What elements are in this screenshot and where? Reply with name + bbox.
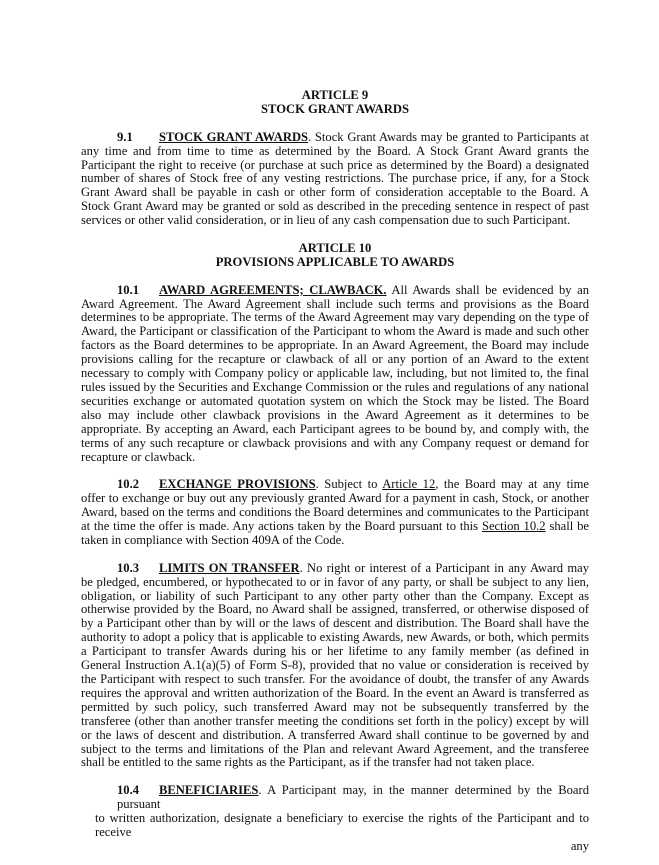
- section-heading: EXCHANGE PROVISIONS: [159, 477, 316, 492]
- article-10-title: PROVISIONS APPLICABLE TO AWARDS: [215, 254, 455, 269]
- article-12-reference: Article 12: [382, 477, 436, 492]
- section-heading: BENEFICIARIES: [159, 783, 259, 798]
- section-line: to written authorization, designate a beneficiary to exercise the rights of the Participant and to receive: [95, 811, 589, 839]
- section-line: any: [570, 838, 589, 853]
- section-body: shall be taken in compliance with Section 409A of the Code.: [81, 519, 589, 547]
- article-9-label: ARTICLE 9: [301, 88, 369, 102]
- section-10-3: [81, 562, 589, 771]
- section-body: . A Participant may, in the manner determined by the Board pursuant: [117, 783, 589, 812]
- section-number: 10.3: [117, 560, 140, 575]
- section-body: . No right or interest of a Participant in any Award may be pledged, encumbered, or hypothecated to or in favor of any party, or shall be subject to any lien, obligation, or liability of such Participant to any other party other than the Company. Except as otherwise provided by the Board, no Award shall be assigned, transferred, or otherwise disposed of by a Participant other than by will or the laws of descent and distribution. The Board shall have the authority to adopt a policy that is applicable to existing Awards, new Awards, or both, which permits a Participant to transfer Awards during his or her lifetime to any family member (as defined in General Instruction A.1(a)(5) of Form S-8), provided that no value or consideration is received by the Participant with respect to such transfer. For the avoidance of doubt, the transfer of any Awards requires the approval and written authorization of the Board. In the event an Award is transferred as permitted by such policy, such transferred Award may not be subsequently transferred by the transferee (other than another transfer meeting the conditions set forth in the policy) except by will or the laws of descent and distribution. A transferred Award shall continue to be governed by and subject to the terms and limitations of the Plan and relevant Award Agreement, and the transferee shall be entitled to the same rights as the Participant, as if the transfer had not taken place.: [81, 560, 589, 770]
- section-10-2-reference: Section 10.2: [481, 519, 546, 534]
- section-body: , the Board may at any time offer to exchange or buy out any previously granted Award for a payment in cash, Stock, or another Award, based on the terms and conditions the Board determines and communicates to the Participant at the time the offer is made. Any actions taken by the Board pursuant to this: [81, 477, 589, 534]
- section-heading: STOCK GRANT AWARDS: [159, 129, 309, 144]
- section-line: [81, 784, 589, 812]
- section-body: . Subject to: [315, 477, 383, 492]
- document-page: [81, 89, 589, 854]
- section-number: 10.2: [117, 477, 140, 492]
- section-10-2: [81, 478, 589, 548]
- section-number: 10.1: [117, 282, 140, 297]
- section-number: 10.4: [117, 783, 140, 798]
- section-9-1: [81, 131, 589, 228]
- article-10-label: ARTICLE 10: [298, 240, 372, 255]
- section-body: All Awards shall be evidenced by an Award Agreement. The Award Agreement shall include such terms and provisions as the Board determines to be appropriate. The terms of the Award Agreement may vary depending on the type of Award, the Participant or classification of the Participant to whom the Award is made and such other factors as the Board determines to be appropriate. In an Award Agreement, the Board may include provisions calling for the recapture or clawback of all or any portion of an Award to the extent necessary to comply with Company policy or applicable law, including, but not limited to, the final rules issued by the Securities and Exchange Commission or the rules and regulations of any national securities exchange or automated quotation system on which the Stock may be listed. The Board also may include other clawback provisions in the Award Agreement as it determines to be appropriate. By accepting an Award, each Participant agrees to be bound by, and comply with, the terms of any such recapture or clawback provisions and with any Company request or demand for recapture or clawback.: [81, 282, 589, 464]
- article-9-title: STOCK GRANT AWARDS: [261, 101, 409, 116]
- section-heading: LIMITS ON TRANSFER: [159, 560, 300, 575]
- section-number: 9.1: [117, 129, 133, 144]
- section-10-1: [81, 284, 589, 465]
- section-body: . Stock Grant Awards may be granted to Participants at any time and from time to time as determined by the Board. A Stock Grant Award grants the Participant the right to receive (or purchase at such price as determined by the Board) a designated number of shares of Stock free of any vesting restrictions. The purchase price, if any, for a Stock Grant Award shall be payable in cash or other form of consideration acceptable to the Board. A Stock Grant Award may be granted or sold as described in the preceding sentence in respect of past services or other valid consideration, or in lieu of any cash compensation due to such Participant.: [81, 129, 589, 228]
- section-heading: AWARD AGREEMENTS; CLAWBACK.: [159, 282, 387, 297]
- section-10-4: [81, 784, 589, 854]
